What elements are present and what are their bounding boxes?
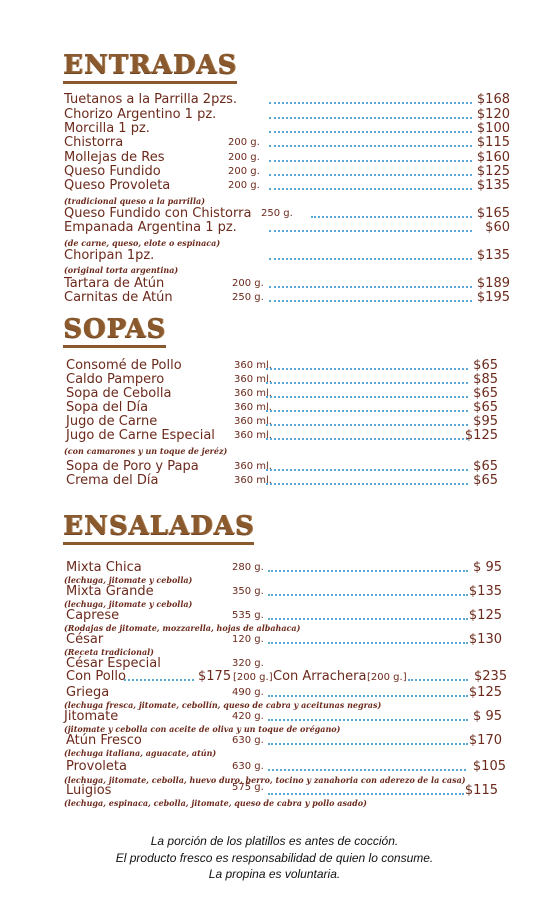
arrachera-weight: [200 g.] [367, 672, 407, 683]
leader-dots [269, 221, 472, 232]
leader-dots [269, 93, 472, 104]
leader-dots [268, 710, 468, 721]
leader-dots [269, 165, 472, 176]
footer-line-responsibility: El producto fresco es responsabilidad de quien lo consume. [115, 851, 434, 865]
menu-item-empanada [64, 221, 510, 235]
con-pollo-price: $175 [198, 669, 232, 684]
leader-dots [269, 136, 472, 147]
menu-item-queso-provoleta [64, 179, 510, 193]
leader-dots [269, 151, 472, 162]
item-price: $115 [476, 135, 510, 150]
leader-dots [268, 561, 468, 572]
menu-item-sopa-poro-papa [66, 460, 498, 474]
item-price: $135 [476, 248, 510, 263]
item-note: (con camarones y un toque de jeréz) [64, 446, 228, 456]
leader-dots [266, 474, 468, 485]
item-name: Carnitas de Atún [64, 290, 173, 305]
item-weight: 360 ml. [234, 402, 272, 413]
menu-item-caldo-pampero [66, 373, 498, 387]
item-name: Mollejas de Res [64, 150, 165, 165]
leader-dots [268, 585, 468, 596]
menu-item-chistorra [64, 136, 510, 150]
item-name: Consomé de Pollo [66, 358, 182, 373]
con-arrachera-label: Con Arrachera [273, 669, 367, 684]
leader-dots [268, 760, 466, 771]
item-weight: 250 g. [232, 292, 264, 303]
item-weight: 360 ml. [234, 416, 272, 427]
item-name: Tartara de Atún [64, 276, 165, 291]
leader-dots [266, 373, 468, 384]
leader-dots [269, 108, 472, 119]
item-price: $95 [473, 414, 498, 429]
item-name: Sopa del Día [66, 400, 149, 415]
sopas-title: SOPAS [63, 314, 166, 348]
menu-item-jitomate [64, 710, 502, 724]
item-weight: 200 g. [228, 152, 260, 163]
item-price: $65 [473, 459, 498, 474]
item-price: $65 [473, 358, 498, 373]
item-name: Mixta Grande [66, 584, 154, 599]
menu-item-atun-fresco [66, 734, 502, 748]
item-weight: 420 g. [232, 711, 264, 722]
leader-dots [408, 670, 468, 681]
item-price: $125 [468, 685, 502, 700]
con-pollo-label: Con Pollo [66, 669, 126, 684]
item-weight: 350 g. [232, 586, 264, 597]
item-note: (lechuga, jitomate, cebolla, huevo duro, berro, tocino y zanahoria con aderezo de la casa) [64, 775, 466, 785]
item-note: (lechuga italiana, aguacate, atún) [64, 748, 217, 758]
leader-dots [266, 415, 468, 426]
item-name: Provoleta [66, 759, 127, 774]
item-price: $120 [476, 107, 510, 122]
menu-item-choripan [64, 249, 510, 263]
item-name: Empanada Argentina 1 pz. [64, 220, 237, 235]
item-weight: 120 g. [232, 634, 264, 645]
item-name: Queso Fundido [64, 164, 161, 179]
item-weight: 360 ml. [234, 374, 272, 385]
item-weight: 250 g. [261, 208, 293, 219]
item-weight: 535 g. [232, 610, 264, 621]
item-price: $ 95 [473, 560, 502, 575]
item-price: $135 [468, 584, 502, 599]
leader-dots [311, 207, 472, 218]
item-name: Choripan 1pz. [64, 248, 155, 263]
item-price: $195 [476, 290, 510, 305]
menu-item-sopa-cebolla [66, 387, 498, 401]
menu-item-consome [66, 359, 498, 373]
item-price: $135 [476, 178, 510, 193]
cesar-especial-weight: 320 g. [232, 658, 264, 669]
item-note: (lechuga, espinaca, cebolla, jitomate, queso de cabra y pollo asado) [64, 798, 367, 808]
item-price: $65 [473, 386, 498, 401]
menu-item-griega [66, 686, 502, 700]
leader-dots [266, 387, 468, 398]
item-price: $125 [468, 608, 502, 623]
leader-dots [269, 122, 472, 133]
item-note: (lechuga fresca, jitomate, cebollín, queso de cabra y aceitunas negras) [64, 700, 382, 710]
item-price: $105 [472, 759, 506, 774]
item-name: Chistorra [64, 135, 124, 150]
cesar-especial-name: César Especial [66, 656, 161, 671]
menu-item-mixta-grande [66, 585, 502, 599]
item-name: Chorizo Argentino 1 pz. [64, 107, 217, 122]
item-note: (lechuga, jitomate y cebolla) [64, 599, 193, 609]
item-price: $85 [473, 372, 498, 387]
item-price: $125 [476, 164, 510, 179]
item-weight: 200 g. [232, 278, 264, 289]
leader-dots [268, 686, 468, 697]
leader-dots [268, 609, 468, 620]
item-name: Griega [66, 685, 110, 700]
item-name: Jugo de Carne Especial [66, 428, 215, 443]
item-note: (Receta tradicional) [64, 647, 154, 657]
item-price: $60 [485, 220, 510, 235]
menu-item-morcilla [64, 122, 510, 136]
item-name: Morcilla 1 pz. [64, 121, 150, 136]
item-name: Queso Provoleta [64, 178, 171, 193]
item-note: (de carne, queso, elote o espinaca) [64, 238, 221, 248]
menu-item-crema-dia [66, 474, 498, 488]
item-weight: 360 ml. [234, 475, 272, 486]
item-price: $130 [468, 632, 502, 647]
item-price: $115 [464, 783, 498, 798]
menu-item-provoleta [66, 760, 506, 774]
item-weight: 200 g. [228, 137, 260, 148]
item-name: Jugo de Carne [66, 414, 158, 429]
item-price: $168 [476, 92, 510, 107]
item-weight: 575 g. [232, 782, 264, 793]
menu-item-luigios [66, 784, 498, 798]
leader-dots [269, 277, 472, 288]
item-weight: 360 ml. [234, 461, 272, 472]
item-weight: 280 g. [232, 562, 264, 573]
leader-dots [266, 359, 468, 370]
entradas-title: ENTRADAS [63, 50, 237, 84]
item-weight: 200 g. [228, 180, 260, 191]
item-weight: 360 ml. [234, 388, 272, 399]
leader-dots [266, 429, 468, 440]
item-price: $65 [473, 400, 498, 415]
item-price: $ 95 [473, 709, 502, 724]
menu-item-queso-fundido-chistorra [64, 207, 510, 221]
item-note: (lechuga, jitomate y cebolla) [64, 575, 193, 585]
menu-item-carnitas-atun [64, 291, 510, 305]
leader-dots [268, 633, 468, 644]
leader-dots [269, 291, 472, 302]
leader-dots [269, 179, 472, 190]
item-weight: 360 ml. [234, 430, 272, 441]
footer-line-tip: La propina es voluntaria. [208, 867, 341, 881]
item-name: Tuetanos a la Parrilla 2pzs. [64, 92, 238, 107]
item-weight: 360 ml. [234, 360, 272, 371]
leader-dots [269, 249, 472, 260]
item-name: Crema del Día [66, 473, 159, 488]
item-price: $100 [476, 121, 510, 136]
item-note: (tradicional queso a la parrilla) [64, 196, 205, 206]
menu-item-tartara [64, 277, 510, 291]
item-price: $65 [473, 473, 498, 488]
item-name: Luigios [66, 783, 112, 798]
footer-line-portion: La porción de los platillos es antes de cocción. [150, 834, 399, 848]
ensaladas-title: ENSALADAS [63, 511, 254, 545]
item-price: $170 [468, 733, 502, 748]
item-note: (Rodajas de jitomate, mozzarella, hojas de albahaca) [64, 623, 301, 633]
item-name: César [66, 632, 104, 647]
menu-item-queso-fundido [64, 165, 510, 179]
menu-item-tuetanos [64, 93, 510, 107]
menu-item-mixta-chica [66, 561, 502, 575]
item-name: Caldo Pampero [66, 372, 165, 387]
item-name: Atún Fresco [66, 733, 142, 748]
leader-dots [124, 670, 194, 681]
item-weight: 630 g. [232, 735, 264, 746]
item-note: (original torta argentina) [64, 265, 179, 275]
item-price: $160 [476, 150, 510, 165]
leader-dots [266, 460, 468, 471]
item-weight: 490 g. [232, 687, 264, 698]
item-price: $125 [464, 428, 498, 443]
leader-dots [268, 784, 464, 795]
menu-item-jugo-carne [66, 415, 498, 429]
item-name: Queso Fundido con Chistorra [64, 206, 252, 221]
menu-item-caprese [66, 609, 502, 623]
leader-dots [266, 401, 468, 412]
item-name: Sopa de Cebolla [66, 386, 172, 401]
leader-dots [268, 734, 468, 745]
menu-item-jugo-carne-especial [66, 429, 498, 443]
item-weight: 630 g. [232, 761, 264, 772]
menu-item-cesar [66, 633, 502, 647]
item-name: Caprese [66, 608, 120, 623]
menu-item-sopa-dia [66, 401, 498, 415]
arrachera-weight-prefix: [200 g.] [233, 672, 273, 683]
menu-item-mollejas [64, 151, 510, 165]
con-arrachera-price: $235 [474, 669, 508, 684]
item-price: $189 [476, 276, 510, 291]
item-price: $165 [476, 206, 510, 221]
item-name: Sopa de Poro y Papa [66, 459, 199, 474]
menu-item-chorizo [64, 108, 510, 122]
item-weight: 200 g. [228, 166, 260, 177]
item-note: (jitomate y cebolla con aceite de oliva y un toque de orégano) [64, 724, 341, 734]
item-name: Jitomate [64, 709, 119, 724]
item-name: Mixta Chica [66, 560, 142, 575]
